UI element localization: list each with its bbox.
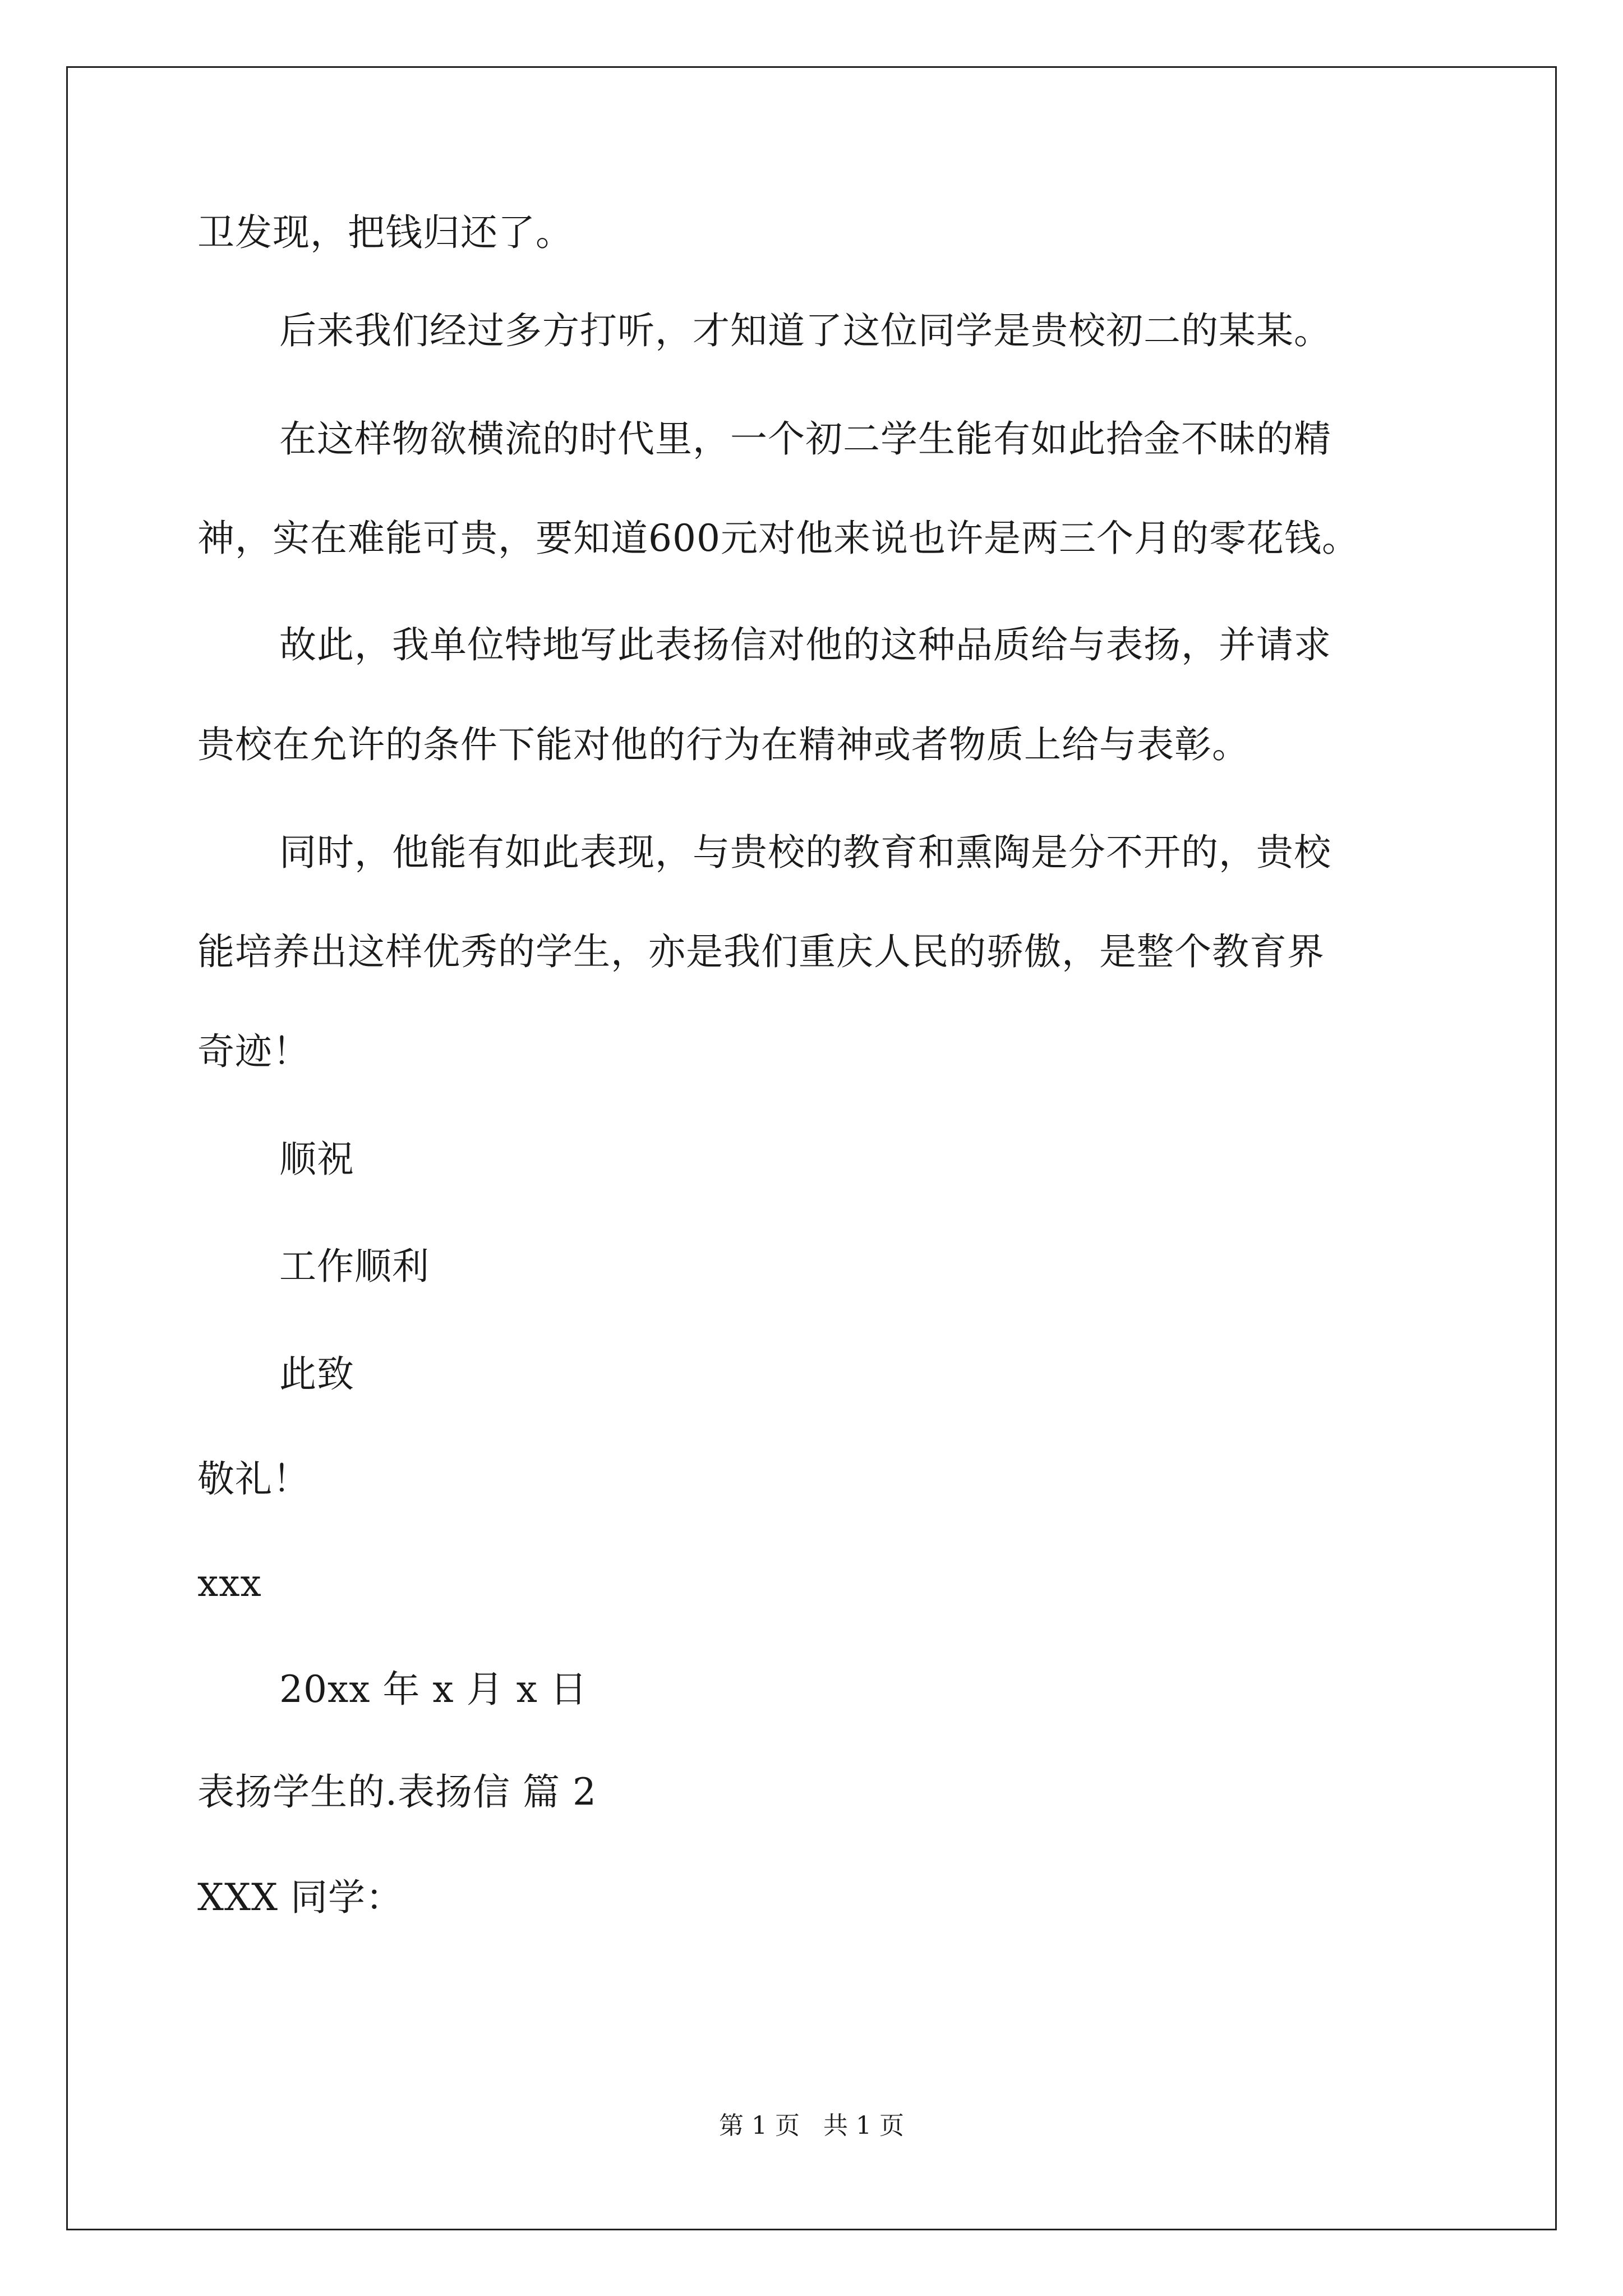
- text-line-9: 奇迹！: [197, 1030, 310, 1073]
- text-line-14: xxx: [197, 1562, 262, 1605]
- text-line-8: 能培养出这样优秀的学生，亦是我们重庆人民的骄傲，是整个教育界: [197, 930, 1325, 973]
- text-line-6: 贵校在允许的条件下能对他的行为在精神或者物质上给与表彰。: [197, 723, 1249, 766]
- text-line-13: 敬礼！: [197, 1457, 310, 1501]
- page-number: 第 1 页: [719, 2111, 800, 2140]
- page-footer: [0, 2109, 1623, 2143]
- text-line-4: 神，实在难能可贵，要知道600元对他来说也许是两三个月的零花钱。: [197, 517, 1359, 560]
- text-line-15: 20xx 年 x 月 x 日: [279, 1668, 588, 1711]
- text-line-5: 故此，我单位特地写此表扬信对他的这种品质给与表扬，并请求: [279, 623, 1331, 666]
- text-line-2: 后来我们经过多方打听，才知道了这位同学是贵校初二的某某。: [279, 309, 1331, 352]
- text-line-11: 工作顺利: [279, 1245, 430, 1288]
- text-line-17: XXX 同学：: [197, 1876, 403, 1919]
- text-line-7: 同时，他能有如此表现，与贵校的教育和熏陶是分不开的，贵校: [279, 831, 1331, 874]
- text-line-3: 在这样物欲横流的时代里，一个初二学生能有如此拾金不昧的精: [279, 417, 1331, 461]
- text-line-10: 顺祝: [279, 1138, 354, 1181]
- text-line-16: 表扬学生的.表扬信 篇 2: [197, 1770, 597, 1814]
- text-line-1: 卫发现，把钱归还了。: [197, 211, 573, 254]
- text-line-12: 此致: [279, 1352, 354, 1396]
- page-total: 共 1 页: [823, 2111, 904, 2140]
